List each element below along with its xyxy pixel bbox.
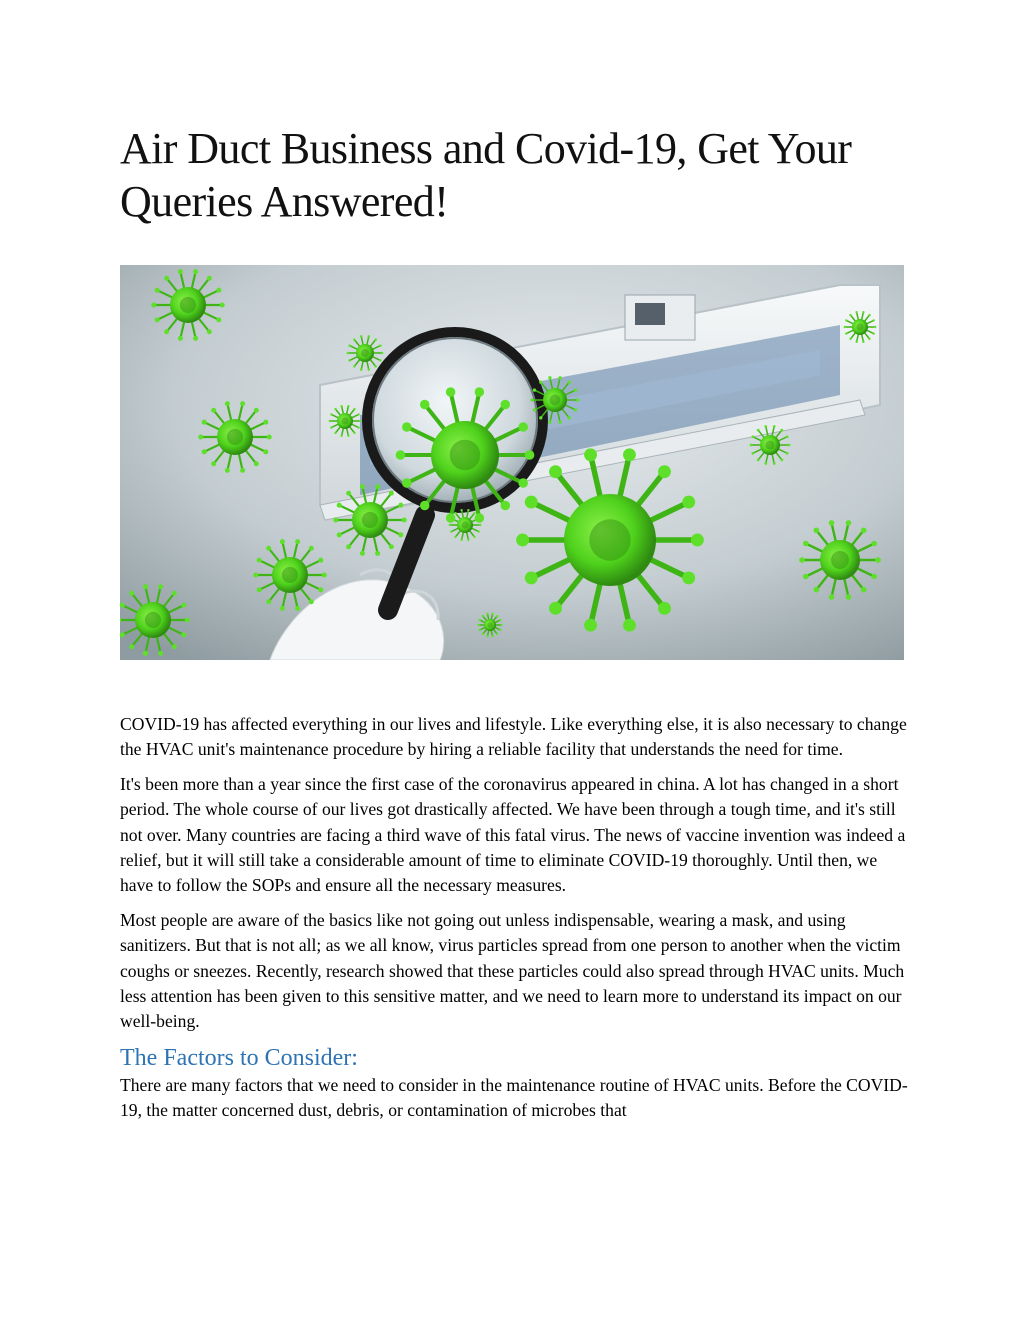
paragraph-factors: There are many factors that we need to consider in the maintenance routine of HVAC units. Before the COVID-19, the matter concerned dust, debris, or contamination of microbes that [120,1074,908,1121]
article-body [120,712,910,1133]
paragraph-spread: Most people are aware of the basics like not going out unless indispensable, wearing a mask, and using sanitizers. But that is not all; as we all know, virus particles spread from one person to another when the victim coughs or sneezes. Recently, research showed that these particles could also spread through HVAC units. Much less attention has been given to this sensitive matter, and we need to learn more to understand its impact on our well-being. [120,909,905,1032]
hero-image [120,265,904,660]
paragraph-intro: COVID-19 has affected everything in our lives and lifestyle. Like everything else, it is also necessary to change the HVAC unit's maintenance procedure by hiring a reliable facility that understands the need for time. [120,714,907,760]
section-heading: The Factors to Consider: [120,1044,358,1071]
page-title: Air Duct Business and Covid-19, Get Your Queries Answered! [120,124,852,226]
paragraph-background: It's been more than a year since the first case of the coronavirus appeared in china. A lot has changed in a short period. The whole course of our lives got drastically affected. We have been through a tough time, and it's still not over. Many countries are facing a third wave of this fatal virus. The news of vaccine invention was indeed a relief, but it will still take a considerable amount of time to eliminate COVID-19 thoroughly. Until then, we have to follow the SOPs and ensure all the necessary measures. [120,773,906,896]
